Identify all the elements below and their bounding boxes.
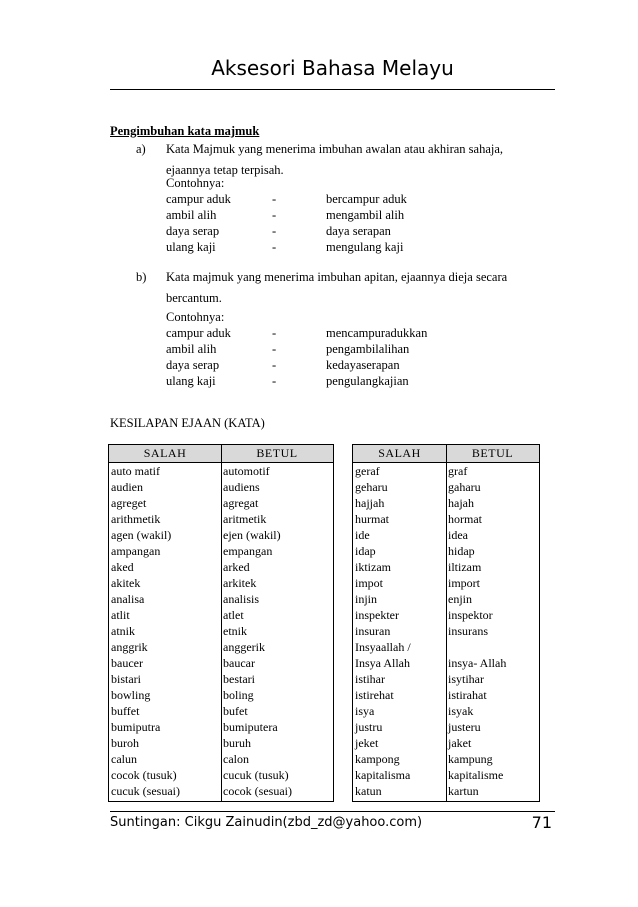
cell-salah: calun <box>111 752 137 766</box>
item-a-letter: a) <box>136 142 146 156</box>
cell-betul: enjin <box>448 592 472 606</box>
cell-betul: hidap <box>448 544 475 558</box>
cell-salah: inspekter <box>355 608 399 622</box>
cell-betul: bufet <box>223 704 248 718</box>
cell-betul: kampung <box>448 752 493 766</box>
cell-salah: analisa <box>111 592 145 606</box>
cell-salah: istirehat <box>355 688 394 702</box>
cell-salah: hajjah <box>355 496 385 510</box>
cell-salah: cocok (tusuk) <box>111 768 177 782</box>
cell-salah: Insyaallah / <box>355 640 411 654</box>
cell-salah: ampangan <box>111 544 161 558</box>
spelling-table-right <box>352 444 540 802</box>
cell-salah: istihar <box>355 672 385 686</box>
cell-salah: iktizam <box>355 560 391 574</box>
example-dash: - <box>272 358 277 372</box>
cell-salah: katun <box>355 784 382 798</box>
cell-betul: istirahat <box>448 688 487 702</box>
example-dash: - <box>272 224 277 238</box>
cell-betul: cocok (sesuai) <box>223 784 292 798</box>
cell-salah: agreget <box>111 496 147 510</box>
example-base-word: ulang kaji <box>166 240 216 254</box>
column-divider <box>446 445 447 801</box>
example-derived-word: bercampur aduk <box>326 192 407 206</box>
cell-betul: aritmetik <box>223 512 267 526</box>
example-dash: - <box>272 208 277 222</box>
cell-betul: bumiputera <box>223 720 278 734</box>
example-base-word: ambil alih <box>166 208 217 222</box>
footer-divider <box>110 811 555 812</box>
spelling-table-left <box>108 444 334 802</box>
cell-betul: analisis <box>223 592 259 606</box>
item-a-text: Kata Majmuk yang menerima imbuhan awalan atau akhiran sahaja, ejaannya tetap terpisah. <box>166 142 504 177</box>
section-title: Pengimbuhan kata majmuk <box>110 124 260 138</box>
cell-betul: graf <box>448 464 468 478</box>
cell-salah: atlit <box>111 608 130 622</box>
footer-credit: Suntingan: Cikgu Zainudin(zbd_zd@yahoo.com) <box>110 815 423 830</box>
cell-salah: kapitalisma <box>355 768 411 782</box>
cell-betul: automotif <box>223 464 270 478</box>
cell-betul: baucar <box>223 656 255 670</box>
cell-salah: justru <box>355 720 383 734</box>
cell-salah: anggrik <box>111 640 148 654</box>
header-salah: SALAH <box>143 446 187 460</box>
cell-betul: cucuk (tusuk) <box>223 768 289 782</box>
cell-salah: ide <box>355 528 370 542</box>
example-derived-word: mengulang kaji <box>326 240 404 254</box>
cell-betul: insya- Allah <box>448 656 507 670</box>
item-b-text: Kata majmuk yang menerima imbuhan apitan, ejaannya dieja secara bercantum. <box>166 270 508 305</box>
header-betul: BETUL <box>471 446 514 460</box>
cell-salah: bistari <box>111 672 141 686</box>
header-salah: SALAH <box>378 446 421 460</box>
cell-salah: hurmat <box>355 512 389 526</box>
cell-betul: ejen (wakil) <box>223 528 281 542</box>
cell-betul: arkitek <box>223 576 257 590</box>
column-divider <box>221 445 222 801</box>
cell-salah: auto matif <box>111 464 160 478</box>
cell-salah: geraf <box>355 464 380 478</box>
cell-betul: audiens <box>223 480 260 494</box>
cell-betul: empangan <box>223 544 273 558</box>
cell-betul: inspektor <box>448 608 493 622</box>
example-base-word: campur aduk <box>166 326 231 340</box>
example-dash: - <box>272 374 277 388</box>
example-derived-word: pengambilalihan <box>326 342 410 356</box>
cell-betul: jaket <box>448 736 472 750</box>
cell-salah: injin <box>355 592 378 606</box>
example-dash: - <box>272 192 277 206</box>
cell-salah: buffet <box>111 704 140 718</box>
cell-betul: boling <box>223 688 254 702</box>
cell-salah: geharu <box>355 480 388 494</box>
header-betul: BETUL <box>256 446 298 460</box>
cell-betul: import <box>448 576 480 590</box>
cell-salah: atnik <box>111 624 135 638</box>
cell-salah: audien <box>111 480 143 494</box>
cell-betul: atlet <box>223 608 244 622</box>
cell-betul: agregat <box>223 496 259 510</box>
example-dash: - <box>272 240 277 254</box>
example-derived-word: mencampuradukkan <box>326 326 428 340</box>
cell-betul: gaharu <box>448 480 481 494</box>
cell-betul: idea <box>448 528 468 542</box>
cell-betul: hajah <box>448 496 474 510</box>
example-derived-word: daya serapan <box>326 224 391 238</box>
cell-salah: aked <box>111 560 134 574</box>
cell-salah: Insya Allah <box>355 656 410 670</box>
example-dash: - <box>272 326 277 340</box>
cell-salah: akitek <box>111 576 141 590</box>
cell-betul: justeru <box>448 720 481 734</box>
item-b-letter: b) <box>136 270 147 284</box>
example-derived-word: kedayaserapan <box>326 358 400 372</box>
cell-betul: iltizam <box>448 560 482 574</box>
cell-salah: cucuk (sesuai) <box>111 784 180 798</box>
cell-betul: etnik <box>223 624 247 638</box>
cell-betul: isytihar <box>448 672 484 686</box>
cell-salah: kampong <box>355 752 400 766</box>
cell-salah: isya <box>355 704 375 718</box>
example-base-word: ulang kaji <box>166 374 216 388</box>
cell-betul: buruh <box>223 736 251 750</box>
cell-betul: hormat <box>448 512 482 526</box>
cell-betul: insurans <box>448 624 488 638</box>
example-base-word: ambil alih <box>166 342 217 356</box>
cell-salah: impot <box>355 576 384 590</box>
cell-salah: buroh <box>111 736 139 750</box>
example-base-word: daya serap <box>166 358 220 372</box>
example-base-word: campur aduk <box>166 192 231 206</box>
cell-betul: arked <box>223 560 250 574</box>
example-dash: - <box>272 342 277 356</box>
cell-salah: jeket <box>355 736 379 750</box>
example-derived-word: mengambil alih <box>326 208 405 222</box>
page-number: 71 <box>531 813 552 832</box>
cell-salah: bumiputra <box>111 720 161 734</box>
page-header-title: Aksesori Bahasa Melayu <box>211 56 454 80</box>
cell-salah: idap <box>355 544 376 558</box>
example-base-word: daya serap <box>166 224 220 238</box>
cell-betul: calon <box>223 752 249 766</box>
cell-betul: anggerik <box>223 640 265 654</box>
cell-betul: bestari <box>223 672 255 686</box>
cell-salah: baucer <box>111 656 143 670</box>
header-divider <box>110 89 555 90</box>
cell-salah: bowling <box>111 688 151 702</box>
example-derived-word: pengulangkajian <box>326 374 409 388</box>
cell-betul: kapitalisme <box>448 768 504 782</box>
cell-salah: arithmetik <box>111 512 161 526</box>
cell-salah: insuran <box>355 624 391 638</box>
cell-salah: agen (wakil) <box>111 528 172 542</box>
cell-betul: kartun <box>448 784 479 798</box>
cell-betul: isyak <box>448 704 474 718</box>
kesilapan-ejaan-title: KESILAPAN EJAAN (KATA) <box>110 416 265 430</box>
